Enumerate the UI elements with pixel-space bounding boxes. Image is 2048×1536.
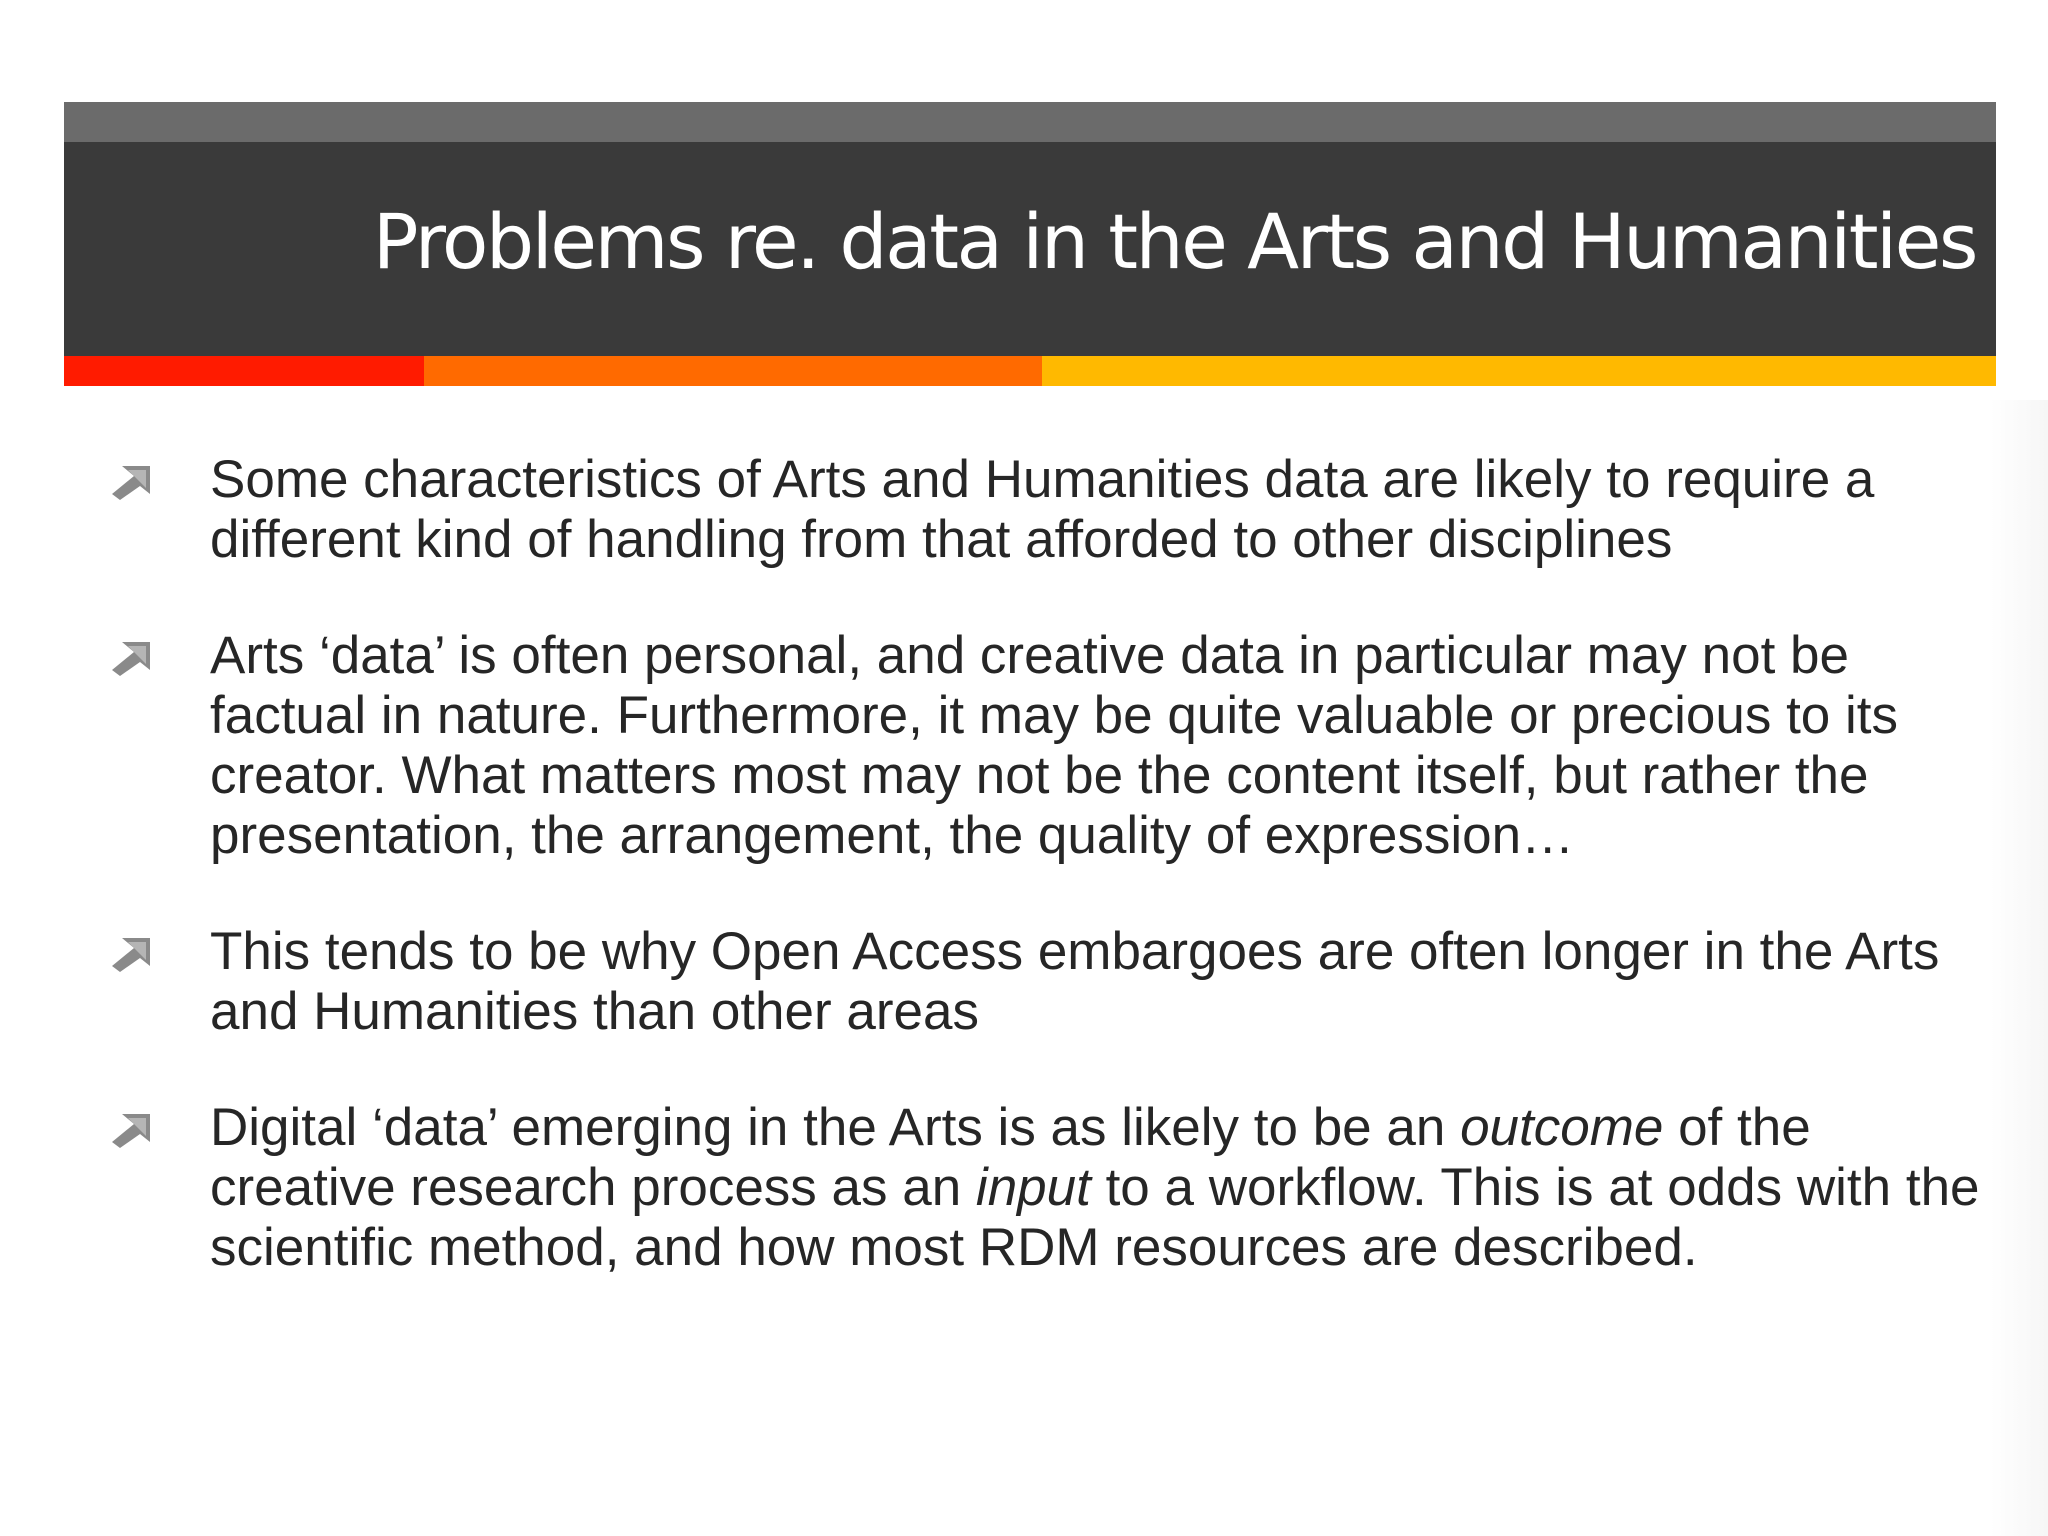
bullet-text-part: to a workflow. This is at odds with the scientific method, and how most RDM resources are described.: [210, 1158, 1980, 1277]
bullet-text-part: of the creative research process as an: [210, 1098, 1811, 1217]
bullet-text: This tends to be why Open Access embargoes are often longer in the Arts and Humanities than other areas: [210, 922, 1940, 1041]
accent-stripe-yellow: [1042, 356, 1996, 386]
bullet-list: [108, 450, 1998, 1334]
arrow-up-right-icon: [108, 936, 152, 974]
bullet-item: [108, 1098, 1998, 1278]
emphasis-input: input: [975, 1158, 1091, 1217]
accent-stripe-orange: [424, 356, 1042, 386]
bullet-text: Some characteristics of Arts and Humanities data are likely to require a different kind of handling from that afforded to other disciplines: [210, 450, 1875, 569]
arrow-up-right-icon: [108, 1112, 152, 1150]
bullet-item: [108, 922, 1998, 1042]
accent-stripe-red: [64, 356, 424, 386]
bullet-item: [108, 626, 1998, 866]
arrow-up-right-icon: [108, 640, 152, 678]
bullet-text: Arts ‘data’ is often personal, and creative data in particular may not be factual in nature. Furthermore, it may be quite valuable or precious to its creator. What matters most may not be the content itself, but rather the presentation, the arrangement, the quality of expression…: [210, 626, 1899, 865]
header-top-band: [64, 102, 1996, 142]
emphasis-outcome: outcome: [1460, 1098, 1664, 1157]
slide-title: Problems re. data in the Arts and Humanities: [372, 197, 1976, 286]
right-edge-shade: [1990, 400, 2048, 1536]
arrow-up-right-icon: [108, 464, 152, 502]
bullet-text-part: Digital ‘data’ emerging in the Arts is as likely to be an: [210, 1098, 1461, 1157]
bullet-item: [108, 450, 1998, 570]
bullet-text: [210, 1098, 1980, 1277]
header-bar: [64, 142, 1996, 356]
